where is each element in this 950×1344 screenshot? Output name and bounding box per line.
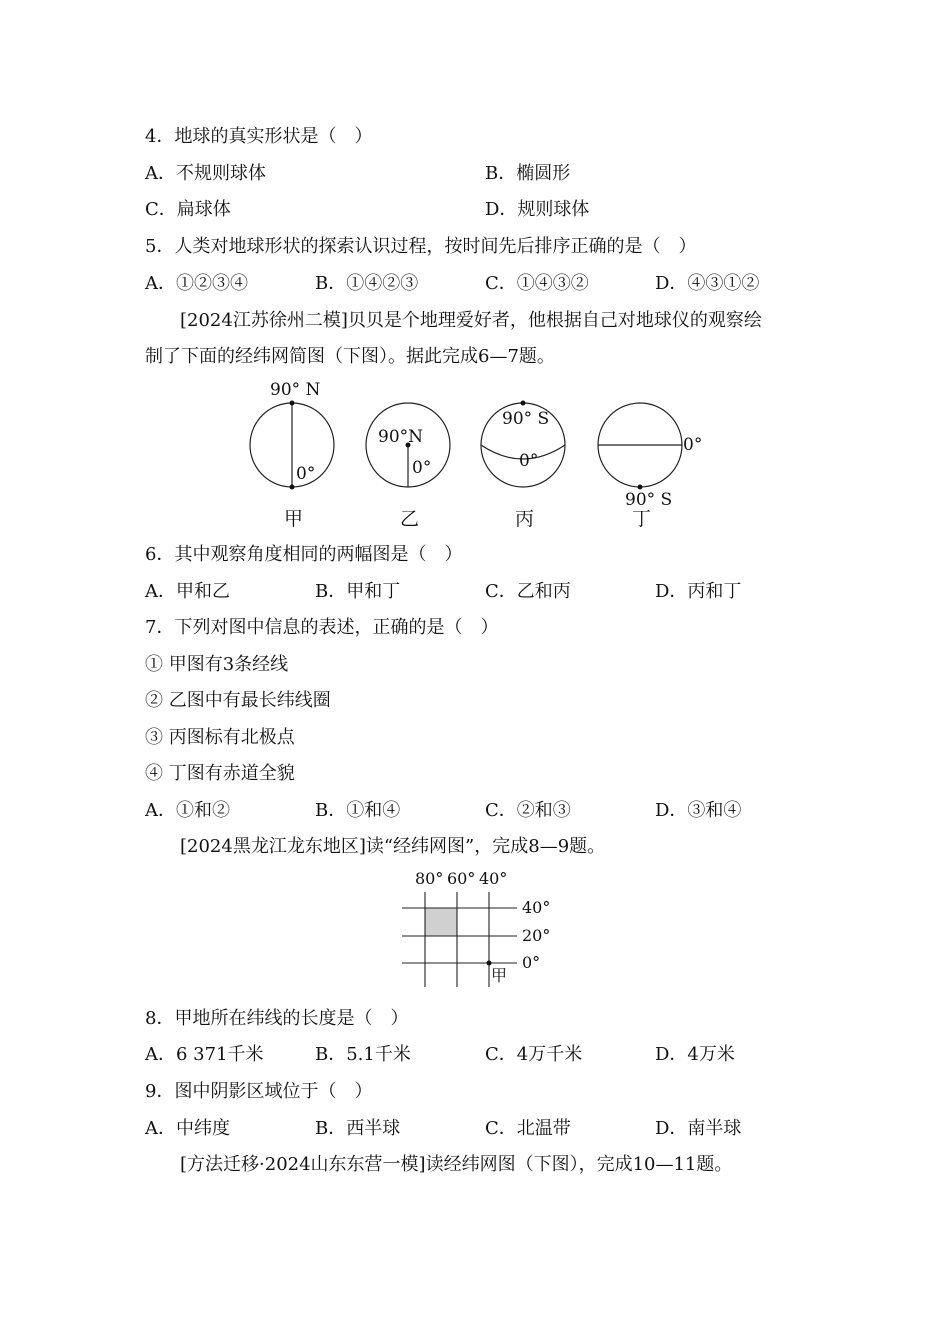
q7-statement-4: ④ 丁图有赤道全貌 (145, 763, 295, 784)
q5-stem: 5．人类对地球形状的探索认识过程，按时间先后排序正确的是（ ） (145, 236, 697, 257)
q6-option-a: A．甲和乙 (145, 581, 230, 602)
q8-option-d: D．4万米 (655, 1044, 735, 1065)
q4-option-a: A．不规则球体 (145, 163, 266, 184)
q7-option-b: B．①和④ (315, 800, 401, 821)
q8-option-b: B．5.1千米 (315, 1044, 411, 1065)
q5-option-a: A．①②③④ (145, 273, 248, 294)
q5-option-c: C．①④③② (485, 273, 589, 294)
bing-lower-label: 0° (519, 451, 539, 471)
q8-option-a: A．6 371千米 (145, 1044, 264, 1065)
ding-south-pole-dot (638, 485, 643, 490)
q7-statement-2: ② 乙图中有最长纬线圈 (145, 690, 331, 711)
q8-stem: 8．甲地所在纬线的长度是（ ） (145, 1008, 409, 1029)
intro-10-11: [方法迁移·2024山东东营一模]读经纬网图（下图），完成10—11题。 (180, 1154, 733, 1175)
q4-option-c: C．扁球体 (145, 199, 231, 220)
jia-top-label: 90° N (270, 380, 321, 400)
q6-option-b: B．甲和丁 (315, 581, 401, 602)
intro-6-7-line2: 制了下面的经纬网简图（下图）。据此完成6—7题。 (145, 346, 555, 367)
yi-lower-label: 0° (412, 458, 432, 478)
ding-caption: 丁 (632, 508, 652, 530)
yi-center-label: 90°N (378, 427, 424, 447)
bing-caption: 丙 (515, 508, 535, 530)
lon-label-60: 60° (447, 869, 476, 888)
lon-label-80: 80° (415, 869, 444, 888)
q7-statement-3: ③ 丙图标有北极点 (145, 727, 295, 748)
jia-north-pole-dot (290, 401, 295, 406)
q6-stem: 6．其中观察角度相同的两幅图是（ ） (145, 544, 463, 565)
q9-option-c: C．北温带 (485, 1118, 571, 1139)
q4-option-d: D．规则球体 (485, 199, 590, 220)
bing-south-pole-dot (521, 401, 526, 406)
point-jia-dot (487, 961, 492, 966)
jia-bottom-label: 0° (296, 464, 316, 484)
q9-option-a: A．中纬度 (145, 1118, 230, 1139)
yi-caption: 乙 (400, 508, 420, 530)
q8-option-c: C．4万千米 (485, 1044, 583, 1065)
bing-top-label: 90° S (502, 409, 550, 429)
q4-stem: 4．地球的真实形状是（ ） (145, 126, 373, 147)
q5-option-b: B．①④②③ (315, 273, 419, 294)
jia-equator-dot (290, 485, 295, 490)
q7-option-c: C．②和③ (485, 800, 571, 821)
q7-option-d: D．③和④ (655, 800, 742, 821)
q9-option-d: D．南半球 (655, 1118, 742, 1139)
q9-option-b: B．西半球 (315, 1118, 401, 1139)
globe-figure (240, 375, 710, 535)
q7-option-a: A．①和② (145, 800, 230, 821)
point-jia-label: 甲 (491, 966, 508, 985)
jia-caption: 甲 (284, 508, 304, 530)
shaded-region (425, 908, 457, 936)
graticule-figure (390, 865, 570, 995)
intro-6-7-line1: [2024江苏徐州二模]贝贝是个地理爱好者，他根据自己对地球仪的观察绘 (180, 310, 762, 331)
ding-right-label: 0° (683, 435, 703, 455)
q6-option-c: C．乙和丙 (485, 581, 571, 602)
intro-8-9: [2024黑龙江龙东地区]读“经纬网图”，完成8—9题。 (180, 836, 606, 857)
ding-bottom-label: 90° S (625, 490, 673, 510)
lon-label-40: 40° (479, 869, 508, 888)
q9-stem: 9．图中阴影区域位于（ ） (145, 1081, 373, 1102)
lat-label-0: 0° (522, 953, 541, 972)
lat-label-20: 20° (522, 926, 551, 945)
q6-option-d: D．丙和丁 (655, 581, 742, 602)
q5-option-d: D．④③①② (655, 273, 760, 294)
q7-stem: 7．下列对图中信息的表述，正确的是（ ） (145, 617, 499, 638)
lat-label-40: 40° (522, 898, 551, 917)
q7-statement-1: ① 甲图有3条经线 (145, 654, 289, 675)
q4-option-b: B．椭圆形 (485, 163, 571, 184)
